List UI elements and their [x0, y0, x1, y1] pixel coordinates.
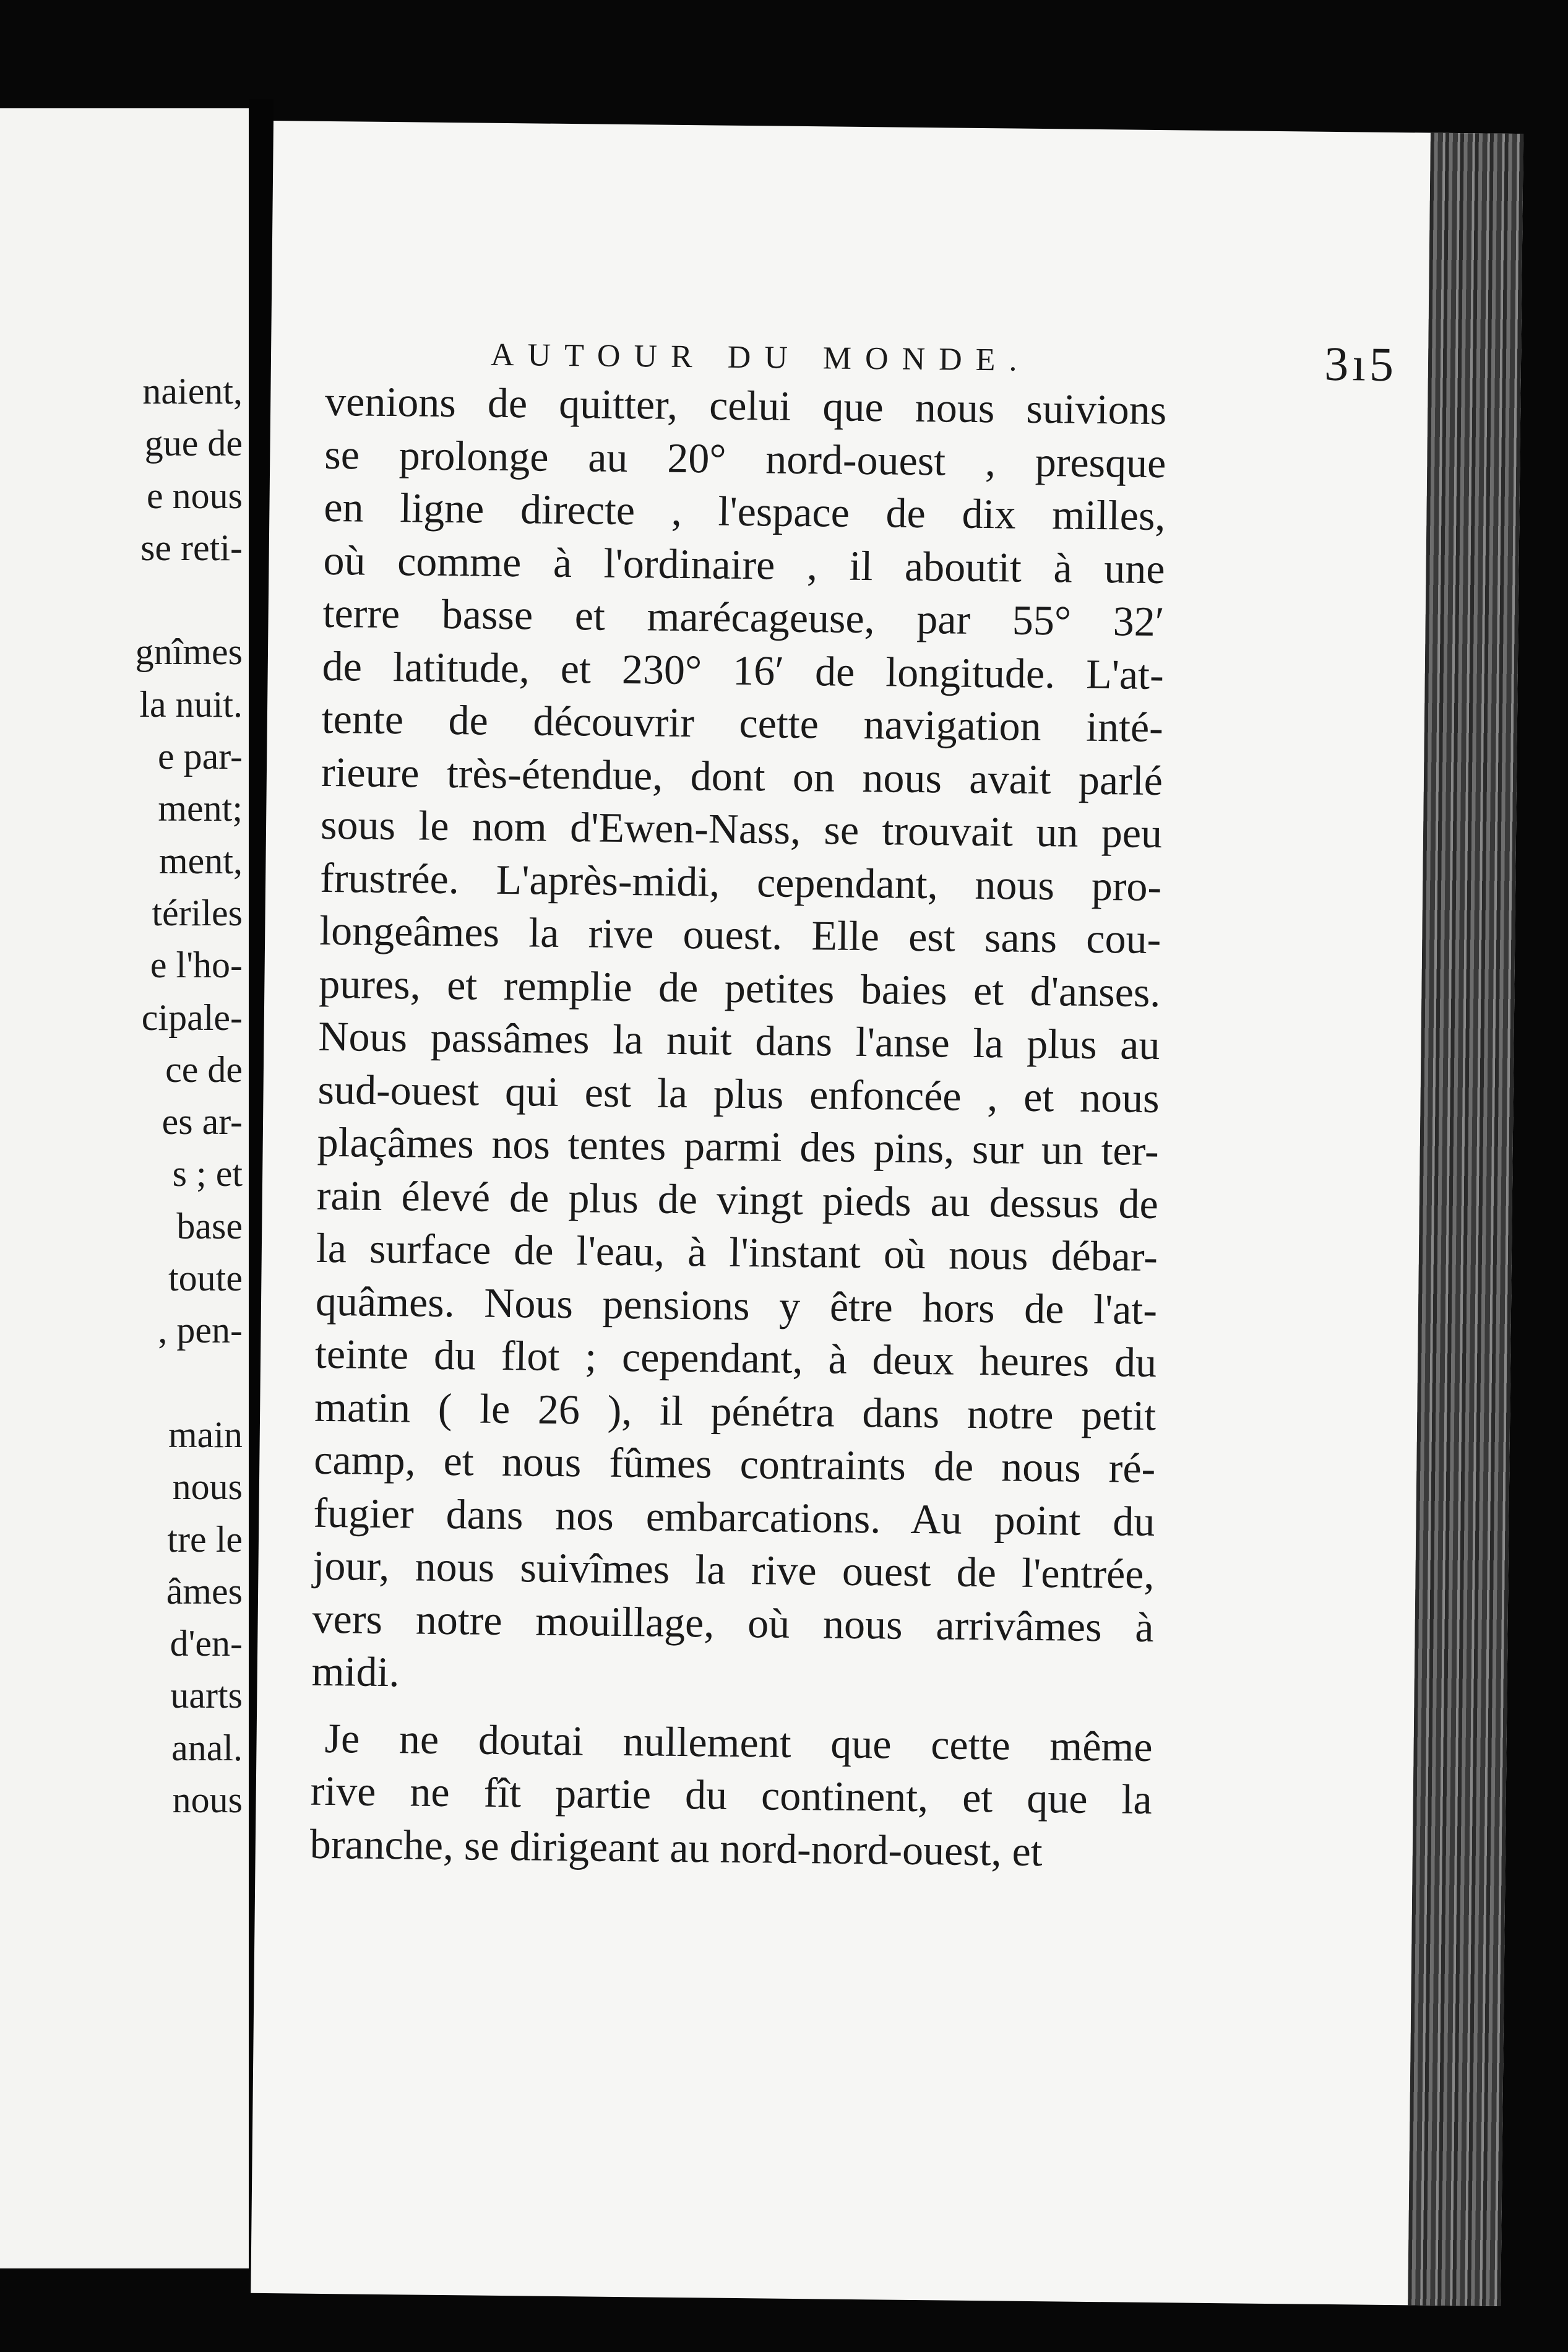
- left-page-line: ment;: [158, 788, 243, 829]
- text-line: longeâmes la rive ouest. Elle est sans cou-: [319, 906, 1161, 963]
- left-page-line: âmes: [166, 1570, 243, 1612]
- left-page-line: gnîmes: [135, 631, 243, 673]
- left-page-line: e nous: [147, 475, 243, 516]
- text-line: la surface de l'eau, à l'instant où nous débar-: [316, 1224, 1158, 1281]
- left-page-line: tériles: [152, 892, 243, 933]
- text-line: terre basse et marécageuse, par 55° 32′: [322, 589, 1165, 646]
- text-line: se prolonge au 20° nord-ouest , presque: [324, 430, 1166, 486]
- left-page-line: s ; et: [172, 1153, 243, 1195]
- text-line: en ligne directe , l'espace de dix milles,: [324, 483, 1166, 540]
- left-page-line: base: [176, 1205, 243, 1247]
- text-line: midi.: [311, 1647, 400, 1696]
- text-line: branche, se dirigeant au nord-nord-ouest, et: [309, 1820, 1043, 1875]
- text-line: quâmes. Nous pensions y être hors de l'at-: [315, 1277, 1158, 1333]
- left-page-line: uarts: [170, 1675, 243, 1716]
- text-line: rieure très-étendue, dont on nous avait parlé: [321, 748, 1163, 804]
- left-page-line: es ar-: [162, 1101, 243, 1143]
- text-line: sous le nom d'Ewen-Nass, se trouvait un peu: [320, 800, 1163, 857]
- text-line: pures, et remplie de petites baies et d'anses.: [319, 959, 1161, 1016]
- text-line: rive ne fît partie du continent, et que la: [310, 1766, 1153, 1823]
- left-page-line: ment,: [159, 840, 243, 881]
- text-line: Nous passâmes la nuit dans l'anse la plus au: [318, 1012, 1160, 1069]
- left-page-line: la nuit.: [139, 683, 243, 725]
- left-page-line: [136, 574, 243, 626]
- text-line: où comme à l'ordinaire , il aboutit à une: [323, 536, 1165, 592]
- running-head: AUTOUR DU MONDE.: [490, 337, 1031, 378]
- text-line: plaçâmes nos tentes parmi des pins, sur un ter-: [317, 1118, 1160, 1175]
- text-line: matin ( le 26 ), il pénétra dans notre petit: [314, 1383, 1157, 1439]
- left-page-line: nous: [172, 1466, 243, 1508]
- left-page-line: nous: [172, 1779, 243, 1821]
- text-line: de latitude, et 230° 16′ de longitude. L'at-: [322, 642, 1165, 698]
- body-text: [309, 375, 1166, 1879]
- left-page-line: d'en-: [170, 1623, 243, 1664]
- left-page-line: anal.: [171, 1727, 243, 1768]
- text-line: fugier dans nos embarcations. Au point du: [313, 1489, 1155, 1545]
- text-line: camp, et nous fûmes contraints de nous ré-: [313, 1435, 1156, 1492]
- left-page-line: ce de: [165, 1048, 243, 1090]
- left-page: [0, 108, 252, 2268]
- left-page-line: se reti-: [140, 527, 243, 568]
- text-line: sud-ouest qui est la plus enfoncée , et nous: [317, 1065, 1160, 1122]
- text-line: teinte du flot ; cependant, à deux heures du: [314, 1329, 1157, 1386]
- left-page-line: main: [168, 1414, 243, 1455]
- text-line: jour, nous suivîmes la rive ouest de l'entrée,: [312, 1541, 1155, 1598]
- text-line: venions de quitter, celui que nous suivions: [324, 377, 1167, 434]
- paragraph-2: [309, 1711, 1153, 1879]
- text-line: Je ne doutai nullement que cette même: [324, 1714, 1153, 1770]
- text-line: frustrée. L'après-midi, cependant, nous pro-: [319, 854, 1162, 910]
- left-page-line: toute: [168, 1258, 243, 1299]
- left-page-line: , pen-: [158, 1310, 243, 1351]
- right-page: [251, 121, 1523, 2306]
- text-line: rain élevé de plus de vingt pieds au dessus de: [316, 1171, 1159, 1227]
- text-line: vers notre mouillage, où nous arrivâmes à: [312, 1594, 1154, 1651]
- left-page-text: [136, 365, 243, 1826]
- paragraph-1: [311, 375, 1166, 1707]
- left-page-line: naient,: [142, 371, 243, 412]
- left-page-line: [136, 1357, 243, 1409]
- left-page-line: gue de: [144, 423, 243, 464]
- left-page-line: e l'ho-: [150, 945, 243, 986]
- page-number: 3ı5: [1324, 336, 1398, 392]
- left-page-line: cipale-: [141, 997, 243, 1038]
- text-line: tente de découvrir cette navigation inté-: [321, 694, 1164, 751]
- left-page-line: tre le: [167, 1518, 243, 1560]
- page-edge: [1408, 133, 1523, 2306]
- left-page-line: e par-: [157, 736, 243, 777]
